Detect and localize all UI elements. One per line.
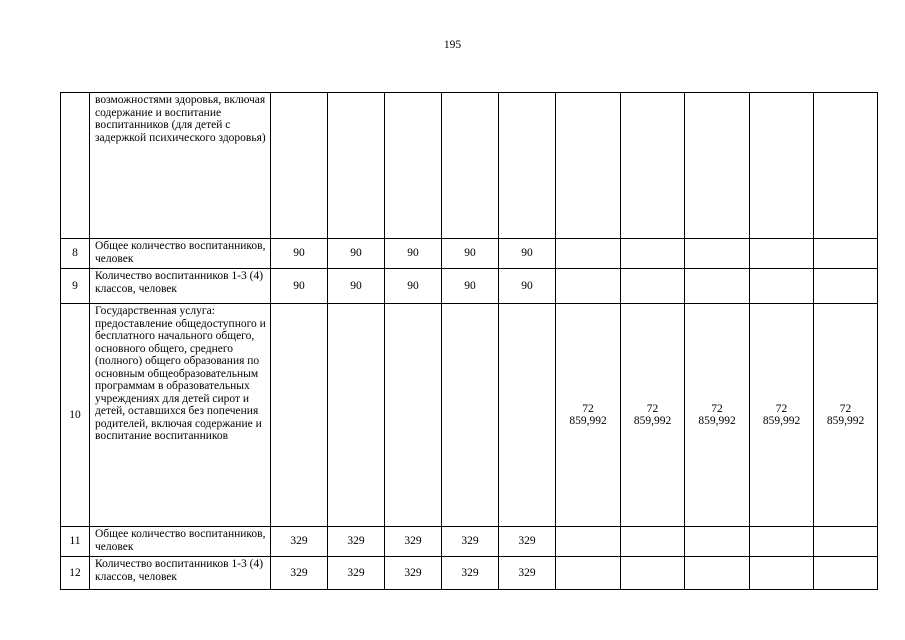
amount-cell bbox=[556, 269, 621, 304]
count-cell bbox=[271, 304, 328, 527]
row-description: возможностями здоровья, включая содержание и воспитание воспитанников (для детей с задержкой психического здоровья) bbox=[90, 93, 271, 239]
count-cell: 90 bbox=[385, 269, 442, 304]
count-cell bbox=[328, 93, 385, 239]
amount-cell bbox=[814, 527, 878, 557]
amount-cell bbox=[814, 557, 878, 590]
row-number: 11 bbox=[61, 527, 90, 557]
count-cell: 90 bbox=[499, 239, 556, 269]
amount-cell bbox=[621, 93, 685, 239]
amount-cell bbox=[685, 269, 750, 304]
amount-cell bbox=[750, 239, 814, 269]
table-row bbox=[61, 93, 878, 239]
amount-cell bbox=[814, 239, 878, 269]
count-cell bbox=[442, 93, 499, 239]
amount-cell bbox=[621, 527, 685, 557]
amount-cell bbox=[556, 93, 621, 239]
amount-cell: 72 859,992 bbox=[750, 304, 814, 527]
count-cell: 90 bbox=[499, 269, 556, 304]
table-row bbox=[61, 304, 878, 527]
page-number: 195 bbox=[443, 39, 462, 51]
row-number: 9 bbox=[61, 269, 90, 304]
count-cell: 329 bbox=[271, 557, 328, 590]
table-row bbox=[61, 527, 878, 557]
count-cell: 329 bbox=[442, 527, 499, 557]
row-description: Общее количество воспитанников, человек bbox=[90, 527, 271, 557]
count-cell: 90 bbox=[271, 239, 328, 269]
count-cell: 90 bbox=[328, 269, 385, 304]
amount-cell bbox=[750, 269, 814, 304]
amount-cell bbox=[621, 557, 685, 590]
amount-cell bbox=[685, 527, 750, 557]
count-cell bbox=[328, 304, 385, 527]
row-number: 8 bbox=[61, 239, 90, 269]
amount-cell bbox=[814, 269, 878, 304]
row-description: Количество воспитанников 1-3 (4) классов, человек bbox=[90, 557, 271, 590]
row-number: 12 bbox=[61, 557, 90, 590]
amount-cell bbox=[685, 93, 750, 239]
count-cell: 90 bbox=[271, 269, 328, 304]
count-cell bbox=[442, 304, 499, 527]
amount-cell: 72 859,992 bbox=[556, 304, 621, 527]
count-cell bbox=[499, 304, 556, 527]
count-cell: 329 bbox=[385, 527, 442, 557]
amount-cell bbox=[685, 239, 750, 269]
row-description: Количество воспитанников 1-3 (4) классов, человек bbox=[90, 269, 271, 304]
count-cell: 329 bbox=[328, 527, 385, 557]
table-row bbox=[61, 557, 878, 590]
amount-cell bbox=[621, 269, 685, 304]
count-cell bbox=[385, 93, 442, 239]
amount-cell bbox=[750, 93, 814, 239]
count-cell: 329 bbox=[271, 527, 328, 557]
amount-cell bbox=[750, 557, 814, 590]
amount-cell bbox=[556, 239, 621, 269]
count-cell: 90 bbox=[442, 239, 499, 269]
amount-cell bbox=[556, 527, 621, 557]
count-cell: 329 bbox=[385, 557, 442, 590]
row-number bbox=[61, 93, 90, 239]
count-cell: 329 bbox=[442, 557, 499, 590]
amount-cell: 72 859,992 bbox=[685, 304, 750, 527]
count-cell bbox=[385, 304, 442, 527]
row-number: 10 bbox=[61, 304, 90, 527]
amount-cell bbox=[621, 239, 685, 269]
table-row bbox=[61, 239, 878, 269]
budget-table bbox=[60, 92, 878, 590]
count-cell: 329 bbox=[328, 557, 385, 590]
count-cell: 329 bbox=[499, 557, 556, 590]
amount-cell: 72 859,992 bbox=[621, 304, 685, 527]
amount-cell bbox=[685, 557, 750, 590]
amount-cell: 72 859,992 bbox=[814, 304, 878, 527]
count-cell: 329 bbox=[499, 527, 556, 557]
row-description: Общее количество воспитанников, человек bbox=[90, 239, 271, 269]
count-cell bbox=[499, 93, 556, 239]
count-cell: 90 bbox=[385, 239, 442, 269]
amount-cell bbox=[750, 527, 814, 557]
count-cell: 90 bbox=[328, 239, 385, 269]
amount-cell bbox=[814, 93, 878, 239]
count-cell bbox=[271, 93, 328, 239]
row-description: Государственная услуга: предоставление общедоступного и бесплатного начального общего, основного общего, среднего (полного) общего образования по основным общеобразовательным программам в образовательных учреждениях для детей сирот и детей, оставшихся без попечения родителей, включая содержание и воспитание воспитанников bbox=[90, 304, 271, 527]
count-cell: 90 bbox=[442, 269, 499, 304]
amount-cell bbox=[556, 557, 621, 590]
table-row bbox=[61, 269, 878, 304]
